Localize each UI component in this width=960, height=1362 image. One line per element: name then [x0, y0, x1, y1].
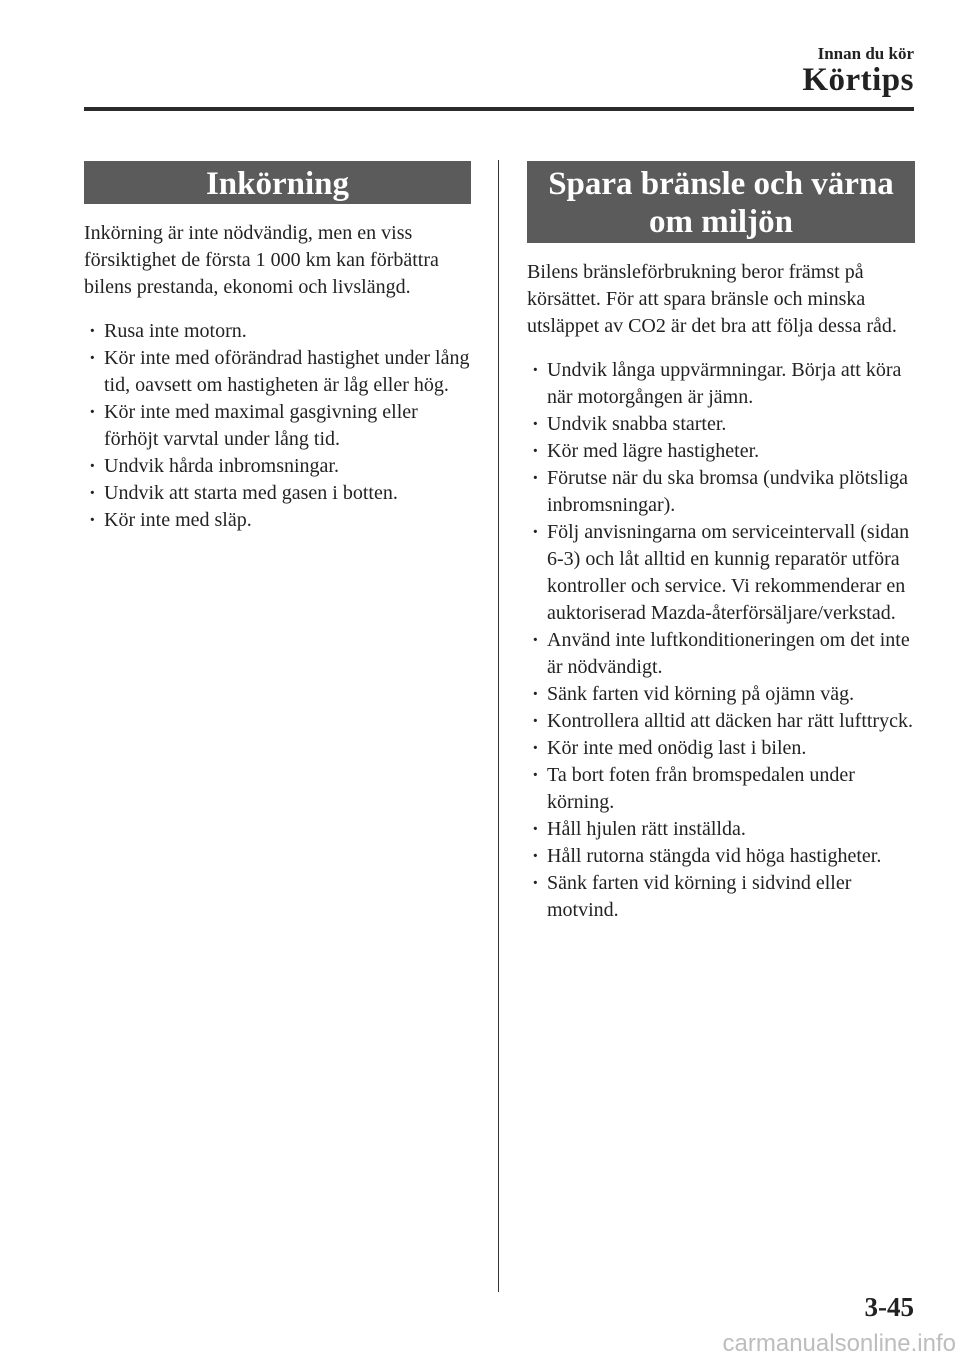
bullet-text: Kontrollera alltid att däcken har rätt lufttryck.	[547, 710, 913, 732]
section-heading-text: Inkörning	[205, 166, 350, 202]
bullet-icon: ·	[532, 467, 539, 489]
bullet-icon: ·	[532, 764, 539, 786]
bullet-item	[84, 480, 471, 507]
bullet-text: Ta bort foten från bromspedalen under körning.	[547, 764, 855, 813]
bullet-icon: ·	[532, 845, 539, 867]
bullet-icon: ·	[532, 872, 539, 894]
bullet-text: Använd inte luftkonditioneringen om det inte är nödvändigt.	[547, 629, 910, 678]
bullet-item	[527, 411, 915, 438]
bullet-icon: ·	[89, 482, 96, 504]
bullet-text: Förutse när du ska bromsa (undvika plötsliga inbromsningar).	[547, 467, 909, 516]
bullet-text: Kör inte med maximal gasgivning eller förhöjt varvtal under lång tid.	[104, 401, 418, 450]
bullet-item	[527, 357, 915, 411]
bullet-text: Kör inte med onödig last i bilen.	[547, 737, 807, 759]
bullet-item	[84, 399, 471, 453]
bullet-item	[84, 507, 471, 534]
section-heading-line-1: Spara bränsle och värna	[548, 166, 894, 202]
bullet-item	[527, 438, 915, 465]
bullet-item	[84, 453, 471, 480]
bullet-text: Undvik hårda inbromsningar.	[104, 455, 339, 477]
bullet-icon: ·	[532, 440, 539, 462]
bullet-icon: ·	[89, 509, 96, 531]
header-rule	[84, 107, 914, 111]
bullet-icon: ·	[89, 401, 96, 423]
bullet-item	[527, 465, 915, 519]
bullet-text: Kör inte med oförändrad hastighet under lång tid, oavsett om hastigheten är låg eller hög.	[104, 347, 470, 396]
chapter-label: Innan du kör	[817, 44, 914, 63]
bullet-text: Undvik att starta med gasen i botten.	[104, 482, 398, 504]
bullet-text: Undvik långa uppvärmningar. Börja att köra när motorgången är jämn.	[547, 359, 902, 408]
bullet-text: Undvik snabba starter.	[547, 413, 727, 435]
bullet-item	[527, 870, 915, 924]
bullet-text: Sänk farten vid körning i sidvind eller motvind.	[547, 872, 852, 921]
bullet-list-right	[527, 357, 915, 924]
bullet-item	[527, 681, 915, 708]
bullet-item	[527, 627, 915, 681]
section-heading-inkorning	[84, 161, 471, 204]
bullet-item	[527, 816, 915, 843]
bullet-text: Sänk farten vid körning på ojämn väg.	[547, 683, 855, 705]
bullet-icon: ·	[532, 818, 539, 840]
bullet-text: Kör med lägre hastigheter.	[547, 440, 760, 462]
bullet-text: Håll hjulen rätt inställda.	[547, 818, 746, 840]
bullet-text: Rusa inte motorn.	[104, 320, 247, 342]
bullet-icon: ·	[532, 359, 539, 381]
bullet-item	[527, 708, 915, 735]
bullet-item	[84, 345, 471, 399]
bullet-item	[84, 318, 471, 345]
section-heading-line-2: om miljön	[649, 204, 793, 240]
left-column	[84, 161, 471, 534]
watermark-link[interactable]: carmanualsonline.info	[722, 1330, 956, 1357]
page-number: 3-45	[864, 1292, 914, 1322]
bullet-icon: ·	[89, 455, 96, 477]
section-heading-spara-bransle	[527, 161, 915, 243]
right-column	[527, 161, 915, 924]
section-intro: Bilens bränsleförbrukning beror främst på körsättet. För att spara bränsle och minska utsläppet av CO2 är det bra att följa dessa råd.	[527, 261, 897, 337]
bullet-text: Följ anvisningarna om serviceintervall (sidan 6-3) och låt alltid en kunnig reparatör utföra kontroller och service. Vi rekommenderar en auktoriserad Mazda-återförsäljare/verkstad.	[547, 521, 910, 624]
bullet-item	[527, 519, 915, 627]
bullet-item	[527, 762, 915, 816]
page-title: Körtips	[802, 62, 914, 98]
bullet-icon: ·	[89, 320, 96, 342]
bullet-icon: ·	[532, 737, 539, 759]
bullet-text: Håll rutorna stängda vid höga hastigheter.	[547, 845, 882, 867]
bullet-icon: ·	[89, 347, 96, 369]
column-divider	[498, 160, 499, 1292]
bullet-icon: ·	[532, 521, 539, 543]
bullet-icon: ·	[532, 629, 539, 651]
bullet-item	[527, 843, 915, 870]
bullet-icon: ·	[532, 683, 539, 705]
bullet-text: Kör inte med släp.	[104, 509, 252, 531]
bullet-list-left	[84, 318, 471, 534]
bullet-item	[527, 735, 915, 762]
section-intro: Inkörning är inte nödvändig, men en viss försiktighet de första 1 000 km kan förbättra bilens prestanda, ekonomi och livslängd.	[84, 222, 439, 298]
bullet-icon: ·	[532, 710, 539, 732]
bullet-icon: ·	[532, 413, 539, 435]
